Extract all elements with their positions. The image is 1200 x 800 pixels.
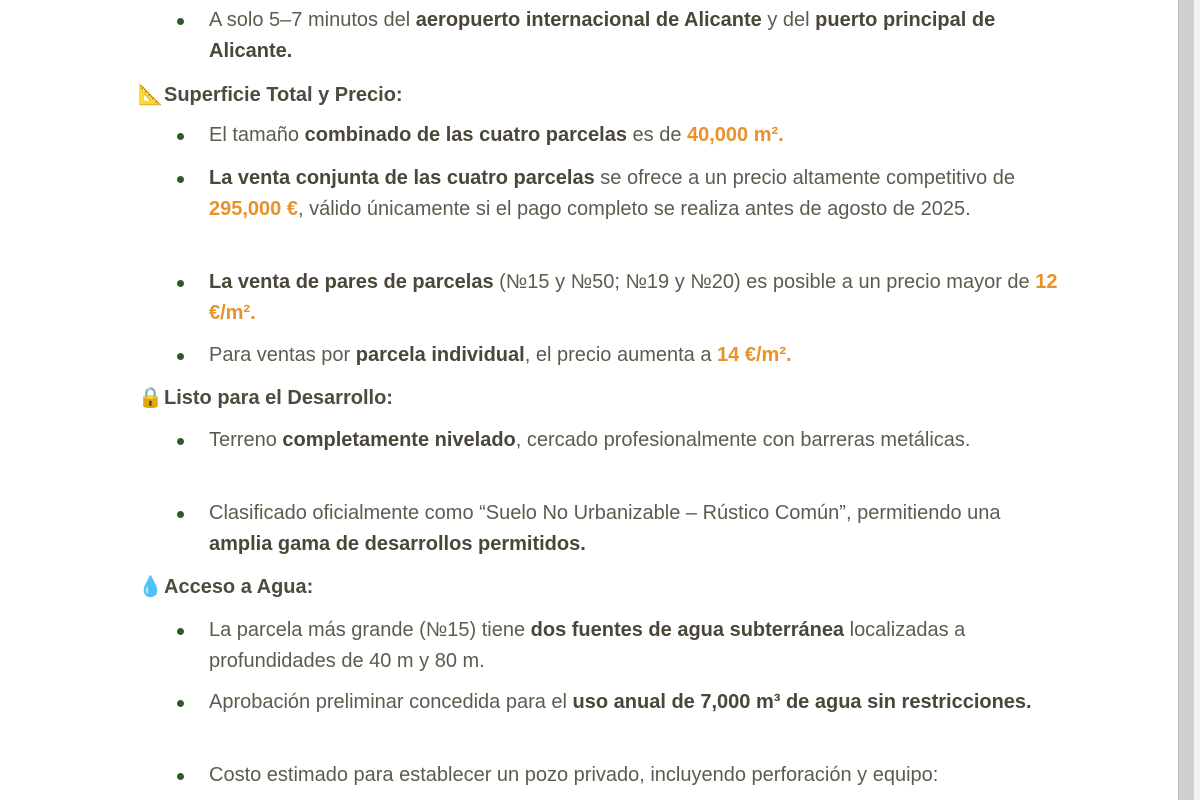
list-item: La venta de pares de parcelas (№15 y №50; №19 y №20) es posible a un precio mayor de 12 €/m².	[209, 267, 1059, 329]
list-item: La parcela más grande (№15) tiene dos fuentes de agua subterránea localizadas a profundidades de 40 m y 80 m.	[209, 615, 1059, 677]
bullet-dot	[177, 511, 184, 518]
section-heading-agua: 💧Acceso a Agua:	[138, 571, 313, 603]
bullet-dot	[177, 280, 184, 287]
scrollbar-track[interactable]	[1178, 0, 1200, 800]
bullet-dot	[177, 18, 184, 25]
list-item: Terreno completamente nivelado, cercado profesionalmente con barreras metálicas.	[209, 425, 1059, 456]
lock-icon: 🔒	[138, 385, 163, 409]
bullet-dot	[177, 353, 184, 360]
triangular-ruler-icon: 📐	[138, 82, 163, 106]
list-item: El tamaño combinado de las cuatro parcelas es de 40,000 m².	[209, 120, 1059, 151]
list-item: Para ventas por parcela individual, el precio aumenta a 14 €/m².	[209, 340, 1059, 371]
section-heading-superficie: 📐Superficie Total y Precio:	[138, 79, 403, 111]
water-droplet-icon: 💧	[138, 574, 163, 598]
bullet-dot	[177, 773, 184, 780]
section-heading-desarrollo: 🔒Listo para el Desarrollo:	[138, 382, 393, 414]
bullet-dot	[177, 628, 184, 635]
list-item: Costo estimado para establecer un pozo privado, incluyendo perforación y equipo:	[209, 760, 1059, 791]
scrollbar-edge	[1194, 0, 1200, 800]
bullet-dot	[177, 700, 184, 707]
bullet-dot	[177, 176, 184, 183]
list-item: Clasificado oficialmente como “Suelo No Urbanizable – Rústico Común”, permitiendo una amplia gama de desarrollos permitidos.	[209, 498, 1059, 560]
bullet-dot	[177, 438, 184, 445]
list-item: Aprobación preliminar concedida para el uso anual de 7,000 m³ de agua sin restricciones.	[209, 687, 1059, 718]
bullet-dot	[177, 133, 184, 140]
list-item: La venta conjunta de las cuatro parcelas se ofrece a un precio altamente competitivo de 295,000 €, válido únicamente si el pago completo se realiza antes de agosto de 2025.	[209, 163, 1059, 225]
list-item: A solo 5–7 minutos del aeropuerto internacional de Alicante y del puerto principal de Alicante.	[209, 5, 1059, 67]
